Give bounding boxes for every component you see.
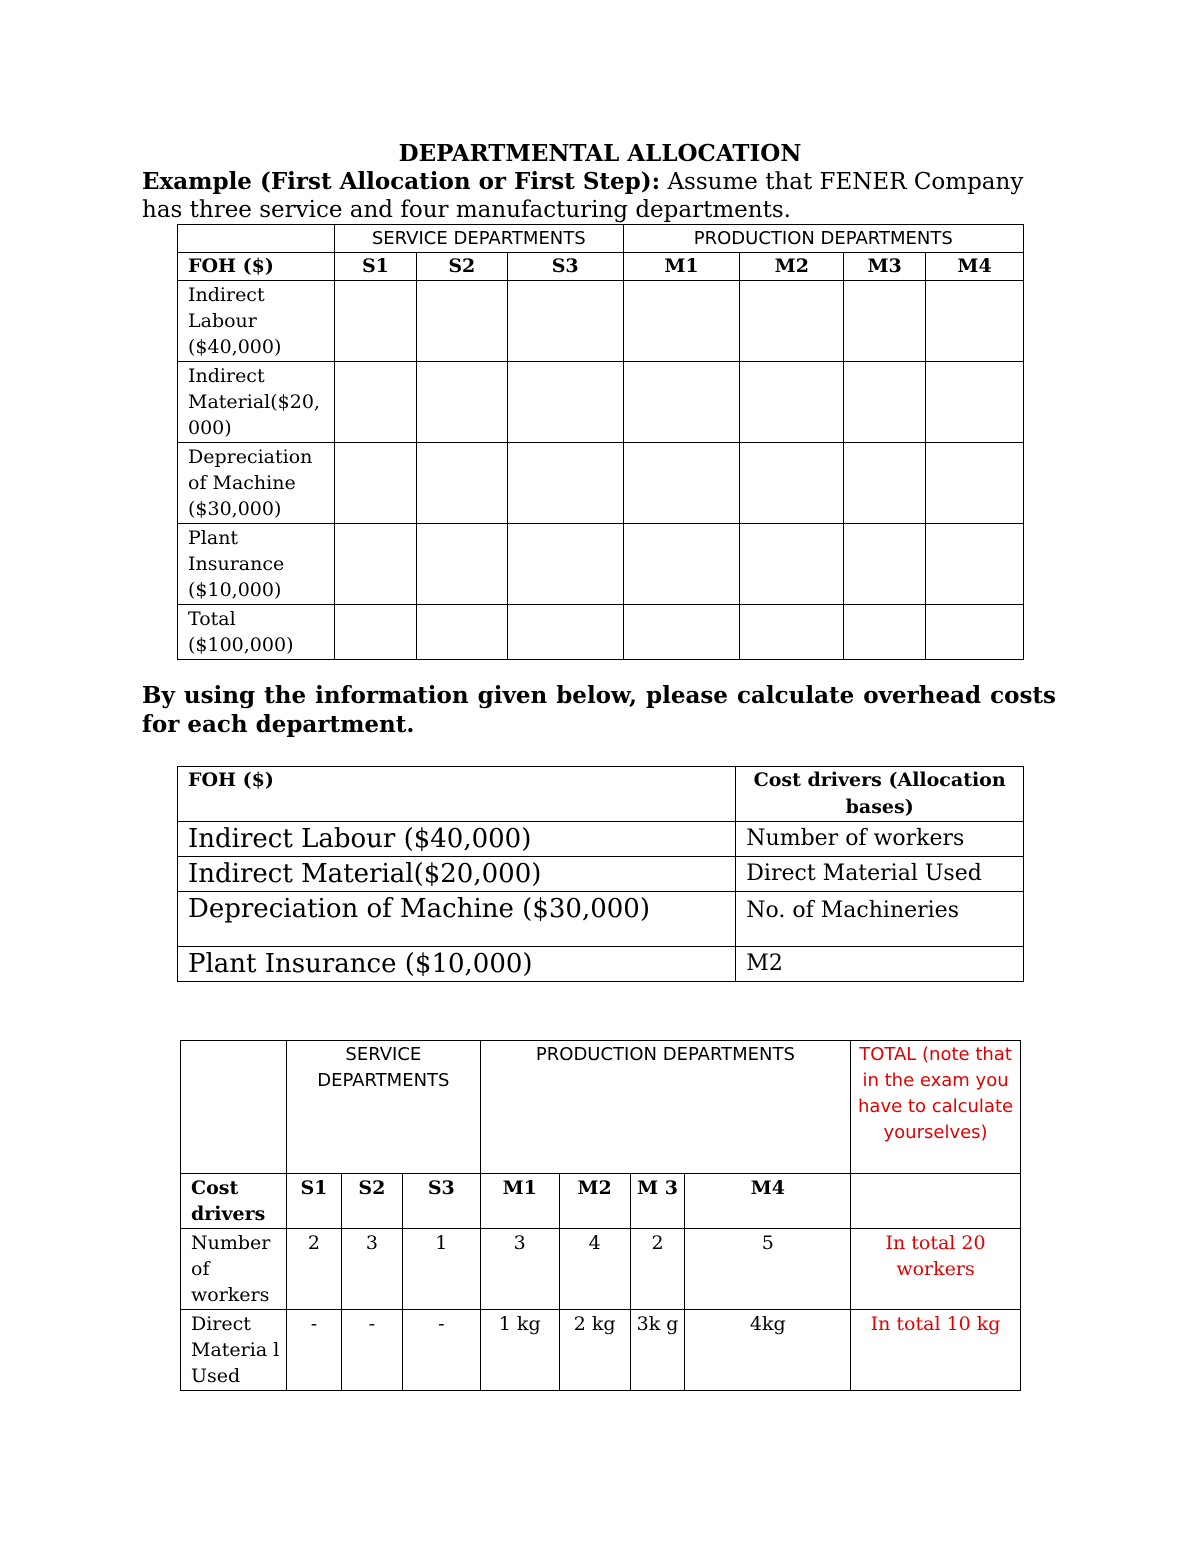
table-row	[181, 1229, 1021, 1310]
table-row	[178, 857, 1024, 892]
intro-lead: Example (First Allocation or First Step):	[142, 168, 661, 195]
total-cell: In total 20 workers	[851, 1229, 1021, 1310]
page-title: DEPARTMENTAL ALLOCATION	[398, 140, 802, 167]
table-row	[178, 362, 1024, 443]
column-header: S3	[507, 253, 623, 281]
row-label: Indirect Material($20, 000)	[178, 362, 335, 443]
row-label: Indirect Labour ($40,000)	[178, 281, 335, 362]
table-cell: 3	[480, 1229, 559, 1310]
production-departments-header: PRODUCTION DEPARTMENTS	[480, 1041, 850, 1174]
service-departments-header: SERVICE DEPARTMENTS	[334, 225, 623, 253]
foh-label: Depreciation of Machine ($30,000)	[178, 892, 736, 947]
table-row	[178, 822, 1024, 857]
total-cell: In total 10 kg	[851, 1310, 1021, 1391]
row-label: Total ($100,000)	[178, 605, 335, 660]
table-row	[178, 605, 1024, 660]
cost-driver: Direct Material Used	[736, 857, 1024, 892]
column-header: FOH ($)	[178, 767, 736, 822]
table-cell: 1 kg	[480, 1310, 559, 1391]
foh-label: Indirect Labour ($40,000)	[178, 822, 736, 857]
production-departments-header: PRODUCTION DEPARTMENTS	[623, 225, 1023, 253]
row-label: Number of workers	[181, 1229, 287, 1310]
table-cell: 2 kg	[559, 1310, 630, 1391]
service-departments-header: SERVICE DEPARTMENTS	[286, 1041, 480, 1174]
total-note-header: TOTAL (note that in the exam you have to calculate yourselves)	[851, 1041, 1021, 1174]
row-label: Depreciation of Machine ($30,000)	[178, 443, 335, 524]
table-cell: 4	[559, 1229, 630, 1310]
column-header: FOH ($)	[178, 253, 335, 281]
table-cell: 3	[341, 1229, 402, 1310]
cost-driver: No. of Machineries	[736, 892, 1024, 947]
table-cell: 1	[402, 1229, 480, 1310]
column-header: M2	[740, 253, 844, 281]
column-header: S2	[416, 253, 507, 281]
column-header	[851, 1174, 1021, 1229]
column-header: Cost drivers (Allocation bases)	[736, 767, 1024, 822]
table-row	[178, 524, 1024, 605]
row-label: Direct Materia l Used	[181, 1310, 287, 1391]
table-row	[181, 1310, 1021, 1391]
column-header: Cost drivers	[181, 1174, 287, 1229]
foh-label: Indirect Material($20,000)	[178, 857, 736, 892]
question-text: By using the information given below, please calculate overhead costs for each department.	[142, 682, 1056, 738]
table-cell: 4kg	[685, 1310, 851, 1391]
table-row	[178, 947, 1024, 982]
row-label: Plant Insurance ($10,000)	[178, 524, 335, 605]
intro-text: Assume that FENER Company has three service and four manufacturing departments.	[142, 169, 1024, 223]
table-row	[178, 281, 1024, 362]
table-cell	[181, 1041, 287, 1174]
cost-driver: Number of workers	[736, 822, 1024, 857]
intro-paragraph	[142, 168, 1062, 224]
table-row	[178, 443, 1024, 524]
column-header: M2	[559, 1174, 630, 1229]
column-header: M4	[685, 1174, 851, 1229]
cost-driver: M2	[736, 947, 1024, 982]
column-header: M1	[623, 253, 740, 281]
cost-driver-quantities-table	[180, 1040, 1021, 1391]
column-header: S3	[402, 1174, 480, 1229]
column-header: M1	[480, 1174, 559, 1229]
foh-allocation-table	[177, 224, 1024, 660]
table-row	[178, 892, 1024, 947]
table-cell: 2	[286, 1229, 341, 1310]
column-header: S1	[286, 1174, 341, 1229]
column-header: S1	[334, 253, 416, 281]
cost-driver-table	[177, 766, 1024, 982]
table-cell: 3k g	[630, 1310, 685, 1391]
table-cell: 2	[630, 1229, 685, 1310]
column-header: M3	[844, 253, 926, 281]
column-header: M 3	[630, 1174, 685, 1229]
table-cell: -	[286, 1310, 341, 1391]
table-cell: -	[402, 1310, 480, 1391]
foh-label: Plant Insurance ($10,000)	[178, 947, 736, 982]
table-cell: 5	[685, 1229, 851, 1310]
column-header: S2	[341, 1174, 402, 1229]
table-cell	[178, 225, 335, 253]
table-cell: -	[341, 1310, 402, 1391]
column-header: M4	[926, 253, 1024, 281]
